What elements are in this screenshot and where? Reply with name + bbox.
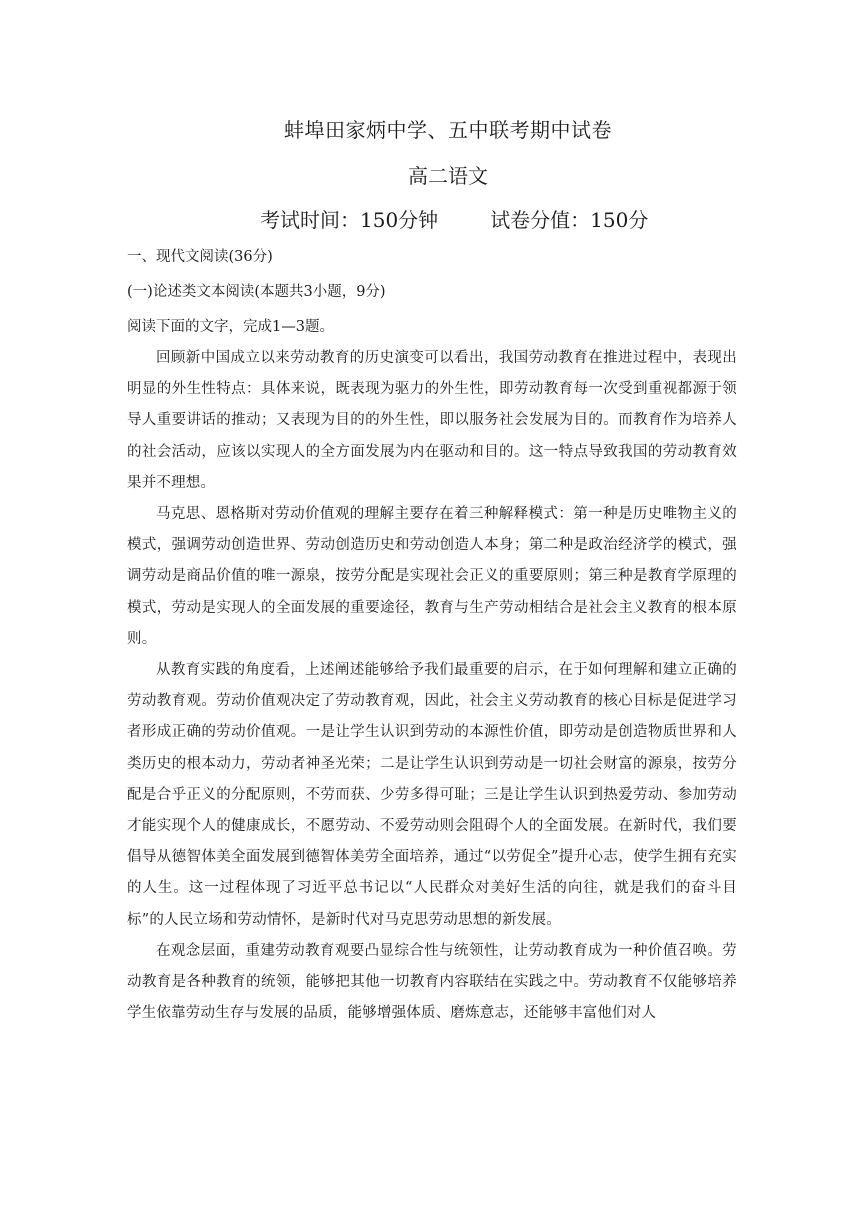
exam-meta — [260, 204, 648, 233]
passage-paragraph: 马克思、恩格斯对劳动价值观的理解主要存在着三种解释模式：第一种是历史唯物主义的模式，强调劳动创造世界、劳动创造历史和劳动创造人本身；第二种是政治经济学的模式，强调劳动是商品价值的唯一源泉，按劳分配是实现社会正义的重要原则；第三种是教育学原理的模式，劳动是实现人的全面发展的重要途径，教育与生产劳动相结合是社会主义教育的根本原则。 — [127, 506, 737, 647]
exam-score: 试卷分值：150分 — [490, 208, 649, 232]
section-heading-sub1: (一)论述类文本阅读(本题共3小题，9分) — [127, 284, 386, 300]
section-heading-part1: 一、现代文阅读(36分) — [127, 249, 273, 265]
passage-paragraph: 在观念层面，重建劳动教育观要凸显综合性与统领性，让劳动教育成为一种价值召唤。劳动教育是各种教育的统领，能够把其他一切教育内容联结在实践之中。劳动教育不仅能够培养学生依靠劳动生存与发展的品质，能够增强体质、磨炼意志，还能够丰富他们对人 — [127, 942, 737, 1022]
reading-instruction: 阅读下面的文字，完成1—3题。 — [127, 319, 334, 335]
exam-time: 考试时间：150分钟 — [260, 208, 439, 232]
exam-subject: 高二语文 — [408, 164, 488, 188]
exam-title: 蚌埠田家炳中学、五中联考期中试卷 — [284, 118, 612, 142]
reading-passage — [127, 343, 737, 1029]
passage-paragraph: 回顾新中国成立以来劳动教育的历史演变可以看出，我国劳动教育在推进过程中，表现出明显的外生性特点：具体来说，既表现为驱力的外生性，即劳动教育每一次受到重视都源于领导人重要讲话的推动；又表现为目的的外生性，即以服务社会发展为目的。而教育作为培养人的社会活动，应该以实现人的全方面发展为内在驱动和目的。这一特点导致我国的劳动教育效果并不理想。 — [127, 350, 737, 491]
passage-paragraph: 从教育实践的角度看，上述阐述能够给予我们最重要的启示，在于如何理解和建立正确的劳动教育观。劳动价值观决定了劳动教育观，因此，社会主义劳动教育的核心目标是促进学习者形成正确的劳动价值观。一是让学生认识到劳动的本源性价值，即劳动是创造物质世界和人类历史的根本动力，劳动者神圣光荣；二是让学生认识到劳动是一切社会财富的源泉，按劳分配是合乎正义的分配原则，不劳而获、少劳多得可耻；三是让学生认识到热爱劳动、参加劳动才能实现个人的健康成长，不愿劳动、不爱劳动则会阻碍个人的全面发展。在新时代，我们要倡导从德智体美全面发展到德智体美劳全面培养，通过“以劳促全”提升心志，使学生拥有充实的人生。这一过程体现了习近平总书记以“人民群众对美好生活的向往，就是我们的奋斗目标”的人民立场和劳动情怀，是新时代对马克思劳动思想的新发展。 — [127, 662, 737, 928]
